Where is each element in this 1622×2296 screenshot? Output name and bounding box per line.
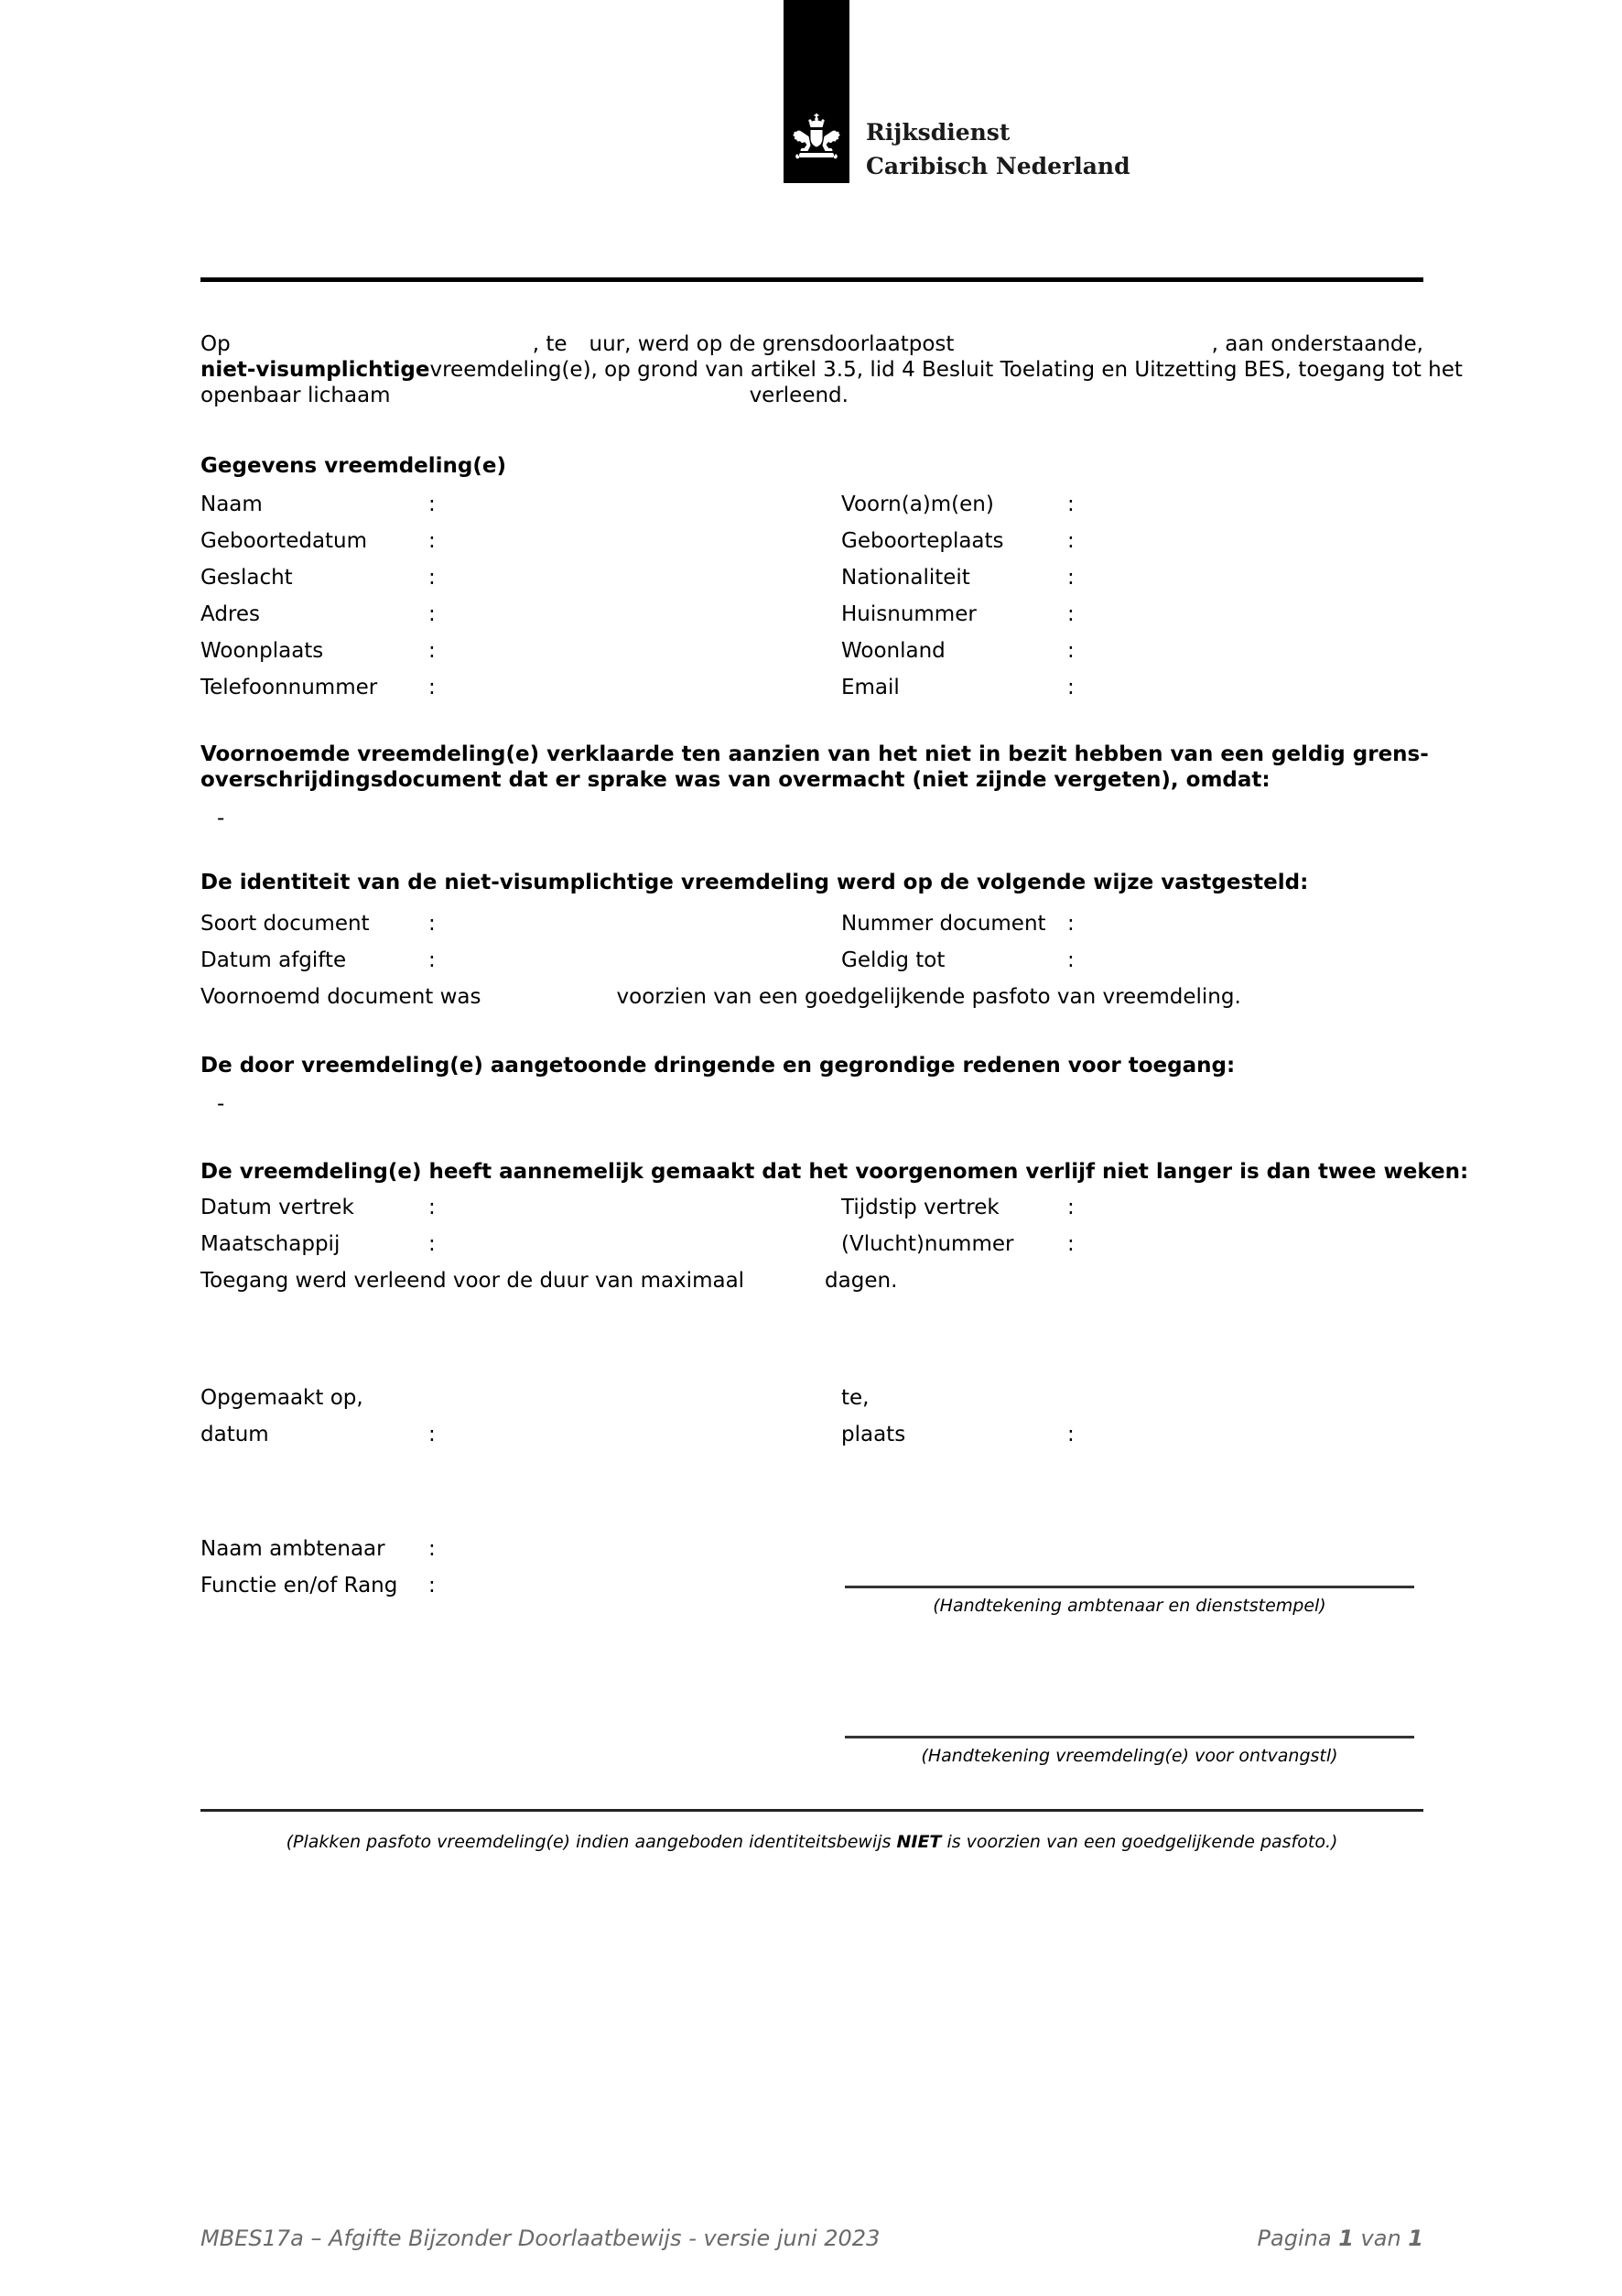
field-row bbox=[200, 911, 1423, 948]
intro-aan-onderstaande: , aan onderstaande, bbox=[1211, 332, 1423, 356]
page-footer bbox=[200, 2225, 1423, 2252]
blank-dagen bbox=[744, 1268, 825, 1294]
intro-line-3 bbox=[200, 383, 1423, 408]
label-naam: Naam bbox=[200, 493, 263, 516]
intro-paragraph bbox=[200, 331, 1463, 408]
blank-date bbox=[231, 331, 533, 357]
intro-line-1 bbox=[200, 331, 1423, 357]
verblijf-rows bbox=[200, 1195, 1423, 1268]
overmacht-title-line2: overschrijdingsdocument dat er sprake was van overmacht (niet zijnde vergeten), omdat: bbox=[200, 768, 1271, 792]
identiteit-title: De identiteit van de niet-visumplichtige vreemdeling werd op de volgende wijze vastgesteld: bbox=[200, 871, 1309, 894]
redenen-dash: - bbox=[217, 1092, 225, 1116]
label-geslacht: Geslacht bbox=[200, 566, 293, 590]
intro-line-2 bbox=[200, 357, 1463, 383]
colon: : bbox=[428, 529, 436, 553]
label-woonland: Woonland bbox=[841, 639, 946, 663]
label-te: te, bbox=[841, 1386, 870, 1410]
footer-pagination bbox=[1258, 2225, 1423, 2252]
label-maatschappij: Maatschappij bbox=[200, 1232, 341, 1256]
gegevens-rows bbox=[200, 492, 1423, 711]
section-redenen bbox=[200, 1053, 1423, 1117]
signature-line-ambtenaar bbox=[845, 1586, 1414, 1588]
colon: : bbox=[428, 1574, 436, 1597]
colon: : bbox=[428, 639, 436, 663]
label-functie-rang: Functie en/of Rang bbox=[200, 1574, 398, 1597]
label-woonplaats: Woonplaats bbox=[200, 639, 324, 663]
colon: : bbox=[428, 1196, 436, 1219]
label-email: Email bbox=[841, 676, 900, 699]
section-gegevens bbox=[200, 453, 1423, 711]
verblijf-duur bbox=[200, 1268, 1423, 1294]
duur-tekst: Toegang werd verleend voor de duur van maximaal bbox=[200, 1269, 745, 1293]
section-verblijf bbox=[200, 1159, 1469, 1294]
van-label: van bbox=[1360, 2226, 1401, 2251]
label-nummer-document: Nummer document bbox=[841, 912, 1046, 936]
page-total: 1 bbox=[1408, 2226, 1423, 2251]
intro-verleend: verleend. bbox=[749, 384, 849, 407]
pasfoto-note bbox=[200, 1831, 1423, 1853]
section-opgemaakt bbox=[200, 1385, 1423, 1458]
colon: : bbox=[428, 1537, 436, 1561]
colon: : bbox=[428, 493, 436, 516]
identiteit-note bbox=[200, 984, 1423, 1010]
pasfoto-divider bbox=[200, 1809, 1423, 1812]
label-nationaliteit: Nationaliteit bbox=[841, 566, 970, 590]
logo-wordmark bbox=[866, 115, 1130, 183]
field-row bbox=[200, 675, 1423, 711]
label-datum-vertrek: Datum vertrek bbox=[200, 1196, 354, 1219]
intro-te: , te bbox=[532, 332, 568, 356]
intro-op: Op bbox=[200, 332, 231, 356]
note-pasfoto: voorzien van een goedgelijkende pasfoto van vreemdeling. bbox=[616, 985, 1241, 1009]
colon: : bbox=[428, 1423, 436, 1446]
blank-hour bbox=[568, 331, 589, 357]
label-datum-afgifte: Datum afgifte bbox=[200, 948, 347, 972]
pagina-label: Pagina bbox=[1257, 2226, 1332, 2251]
signature-line-vreemdeling bbox=[845, 1736, 1414, 1738]
pasfoto-note-niet: NIET bbox=[896, 1832, 942, 1852]
label-tijdstip-vertrek: Tijdstip vertrek bbox=[841, 1196, 1000, 1219]
page-number: 1 bbox=[1338, 2226, 1354, 2251]
label-voornamen: Voorn(a)m(en) bbox=[841, 493, 994, 516]
top-divider bbox=[200, 277, 1423, 282]
rijksoverheid-logo bbox=[784, 0, 1130, 183]
empty-cell bbox=[1067, 1536, 1423, 1573]
colon: : bbox=[1067, 948, 1075, 972]
signature-caption-ambtenaar: (Handtekening ambtenaar en dienststempel) bbox=[933, 1596, 1326, 1616]
colon: : bbox=[1067, 493, 1075, 516]
intro-artikel-tekst: vreemdeling(e), op grond van artikel 3.5, lid 4 Besluit Toelating en Uitzetting BES, toegang tot het bbox=[429, 358, 1463, 382]
intro-niet-visumplichtige: niet-visumplichtige bbox=[200, 358, 430, 382]
colon: : bbox=[1067, 566, 1075, 590]
colon: : bbox=[1067, 1423, 1075, 1446]
logo-line1: Rijksdienst bbox=[866, 119, 1011, 146]
overmacht-dash: - bbox=[217, 807, 225, 830]
field-row bbox=[200, 601, 1423, 638]
label-vluchtnummer: (Vlucht)nummer bbox=[841, 1232, 1014, 1256]
field-row bbox=[200, 1231, 1423, 1268]
note-voornoemd-document: Voornoemd document was bbox=[200, 985, 481, 1009]
colon: : bbox=[428, 566, 436, 590]
section-identiteit bbox=[200, 870, 1423, 1010]
duur-dagen: dagen. bbox=[825, 1269, 898, 1293]
colon: : bbox=[428, 1232, 436, 1256]
label-huisnummer: Huisnummer bbox=[841, 602, 977, 626]
field-row bbox=[200, 1422, 1423, 1458]
blank-openbaar-lichaam bbox=[391, 383, 750, 408]
label-datum: datum bbox=[200, 1423, 269, 1446]
redenen-title: De door vreemdeling(e) aangetoonde dringende en gegrondige redenen voor toegang: bbox=[200, 1054, 1236, 1078]
colon: : bbox=[1067, 676, 1075, 699]
colon: : bbox=[428, 602, 436, 626]
section-gegevens-title: Gegevens vreemdeling(e) bbox=[200, 454, 506, 478]
verblijf-title: De vreemdeling(e) heeft aannemelijk gemaakt dat het voorgenomen verlijf niet langer is dan twee weken: bbox=[200, 1160, 1469, 1184]
label-adres: Adres bbox=[200, 602, 261, 626]
colon: : bbox=[428, 676, 436, 699]
field-row bbox=[200, 565, 1423, 601]
pasfoto-note-post: is voorzien van een goedgelijkende pasfoto.) bbox=[946, 1832, 1338, 1852]
signature-caption-vreemdeling: (Handtekening vreemdeling(e) voor ontvangstl) bbox=[921, 1746, 1338, 1766]
field-row bbox=[200, 948, 1423, 984]
colon: : bbox=[1067, 529, 1075, 553]
colon: : bbox=[1067, 1196, 1075, 1219]
colon: : bbox=[428, 948, 436, 972]
label-plaats: plaats bbox=[841, 1423, 906, 1446]
label-geldig-tot: Geldig tot bbox=[841, 948, 946, 972]
overmacht-title-line1: Voornoemde vreemdeling(e) verklaarde ten aanzien van het niet in bezit hebben van een geldig grens- bbox=[200, 742, 1429, 766]
field-row bbox=[200, 1195, 1423, 1231]
colon: : bbox=[1067, 1232, 1075, 1256]
opgemaakt-intro-row bbox=[200, 1385, 1423, 1422]
label-geboortedatum: Geboortedatum bbox=[200, 529, 368, 553]
intro-openbaar-lichaam: openbaar lichaam bbox=[200, 384, 391, 407]
field-row bbox=[200, 492, 1423, 528]
colon: : bbox=[1067, 912, 1075, 936]
field-row bbox=[200, 1536, 1423, 1573]
colon: : bbox=[428, 912, 436, 936]
logo-black-bar bbox=[784, 0, 849, 183]
colon: : bbox=[1067, 602, 1075, 626]
empty-cell bbox=[841, 1536, 1067, 1573]
blank-wel-niet bbox=[481, 984, 617, 1010]
logo-line2: Caribisch Nederland bbox=[866, 153, 1130, 179]
field-row bbox=[200, 638, 1423, 675]
intro-grensdoorlaatpost: uur, werd op de grensdoorlaatpost bbox=[589, 332, 955, 356]
footer-document-id: MBES17a – Afgifte Bijzonder Doorlaatbewijs - versie juni 2023 bbox=[200, 2226, 881, 2251]
coat-of-arms-icon bbox=[790, 112, 843, 174]
label-soort-document: Soort document bbox=[200, 912, 370, 936]
pasfoto-note-pre: (Plakken pasfoto vreemdeling(e) indien aangeboden identiteitsbewijs bbox=[286, 1832, 892, 1852]
label-opgemaakt-op: Opgemaakt op, bbox=[200, 1386, 363, 1410]
section-overmacht bbox=[200, 742, 1429, 831]
identiteit-rows bbox=[200, 911, 1423, 984]
empty-cell bbox=[1067, 1385, 1423, 1422]
field-row bbox=[200, 528, 1423, 565]
label-naam-ambtenaar: Naam ambtenaar bbox=[200, 1537, 385, 1561]
label-telefoonnummer: Telefoonnummer bbox=[200, 676, 378, 699]
label-geboorteplaats: Geboorteplaats bbox=[841, 529, 1004, 553]
colon: : bbox=[1067, 639, 1075, 663]
